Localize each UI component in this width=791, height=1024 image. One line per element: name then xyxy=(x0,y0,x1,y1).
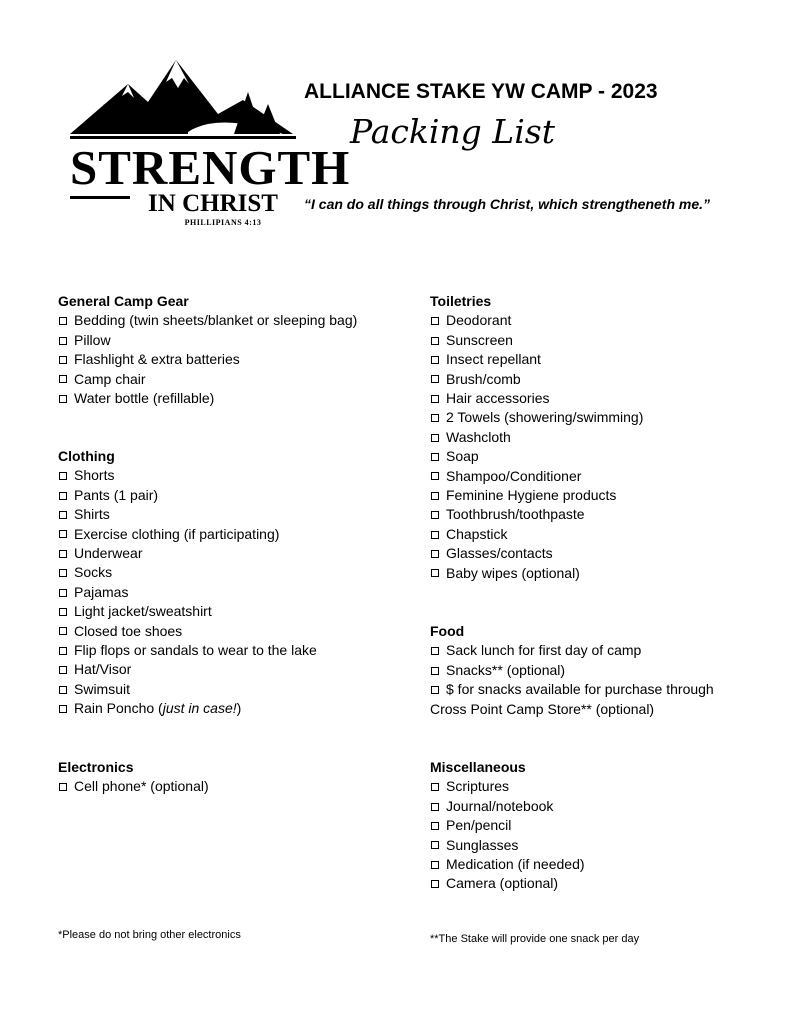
section-heading: General Camp Gear xyxy=(58,293,189,309)
checklist-item xyxy=(430,680,714,699)
logo-word: STRENGTH xyxy=(70,140,351,195)
checkbox-icon[interactable] xyxy=(59,375,67,383)
checklist-item xyxy=(58,350,357,369)
checklist-item xyxy=(58,699,317,718)
clothing-section xyxy=(58,447,317,719)
checklist-item xyxy=(58,777,209,796)
item-label: Bedding (twin sheets/blanket or sleeping bag) xyxy=(74,312,358,329)
checkbox-icon[interactable] xyxy=(59,666,67,674)
checklist-item xyxy=(430,661,714,680)
snack-footnote: **The Stake will provide one snack per day xyxy=(430,933,640,945)
checkbox-icon[interactable] xyxy=(431,472,439,480)
checklist-item xyxy=(430,467,643,486)
checkbox-icon[interactable] xyxy=(59,705,67,713)
checklist-item xyxy=(430,797,585,816)
general-camp-gear-section xyxy=(58,292,357,408)
checkbox-icon[interactable] xyxy=(431,395,439,403)
checklist-item xyxy=(430,855,585,874)
checklist-item xyxy=(430,428,643,447)
checkbox-icon[interactable] xyxy=(431,686,439,694)
section-heading: Clothing xyxy=(58,448,115,464)
item-label: Exercise clothing (if participating) xyxy=(74,525,280,542)
toiletries-section xyxy=(430,292,643,583)
item-label: Pajamas xyxy=(74,583,129,600)
item-label: Underwear xyxy=(74,545,143,562)
checklist-item xyxy=(430,486,643,505)
item-label: Hat/Visor xyxy=(74,661,132,678)
checklist-item xyxy=(58,563,317,582)
checkbox-icon[interactable] xyxy=(59,395,67,403)
electronics-footnote: *Please do not bring other electronics xyxy=(58,929,241,941)
checkbox-icon[interactable] xyxy=(431,822,439,830)
checklist-item xyxy=(58,466,317,485)
section-heading: Food xyxy=(430,623,465,639)
logo-divider xyxy=(70,196,130,199)
scripture-quote: “I can do all things through Christ, which strengtheneth me.” xyxy=(304,196,711,212)
checkbox-icon[interactable] xyxy=(431,453,439,461)
checkbox-icon[interactable] xyxy=(59,337,67,345)
checkbox-icon[interactable] xyxy=(59,317,67,325)
item-label: $ for snacks available for purchase through xyxy=(446,681,714,698)
checkbox-icon[interactable] xyxy=(59,783,67,791)
checkbox-icon[interactable] xyxy=(59,686,67,694)
checkbox-icon[interactable] xyxy=(59,530,67,538)
checkbox-icon[interactable] xyxy=(59,569,67,577)
checkbox-icon[interactable] xyxy=(59,608,67,616)
logo-subtitle: IN CHRIST xyxy=(148,190,278,217)
item-label: Pillow xyxy=(74,331,111,348)
electronics-section xyxy=(58,758,209,797)
item-label: Snacks** (optional) xyxy=(446,661,566,678)
checklist-item xyxy=(430,408,643,427)
item-label: Deodorant xyxy=(446,312,512,329)
checklist-item xyxy=(430,505,643,524)
checkbox-icon[interactable] xyxy=(431,861,439,869)
item-label: Washcloth xyxy=(446,428,511,445)
item-label: Pen/pencil xyxy=(446,817,512,834)
checklist-item xyxy=(430,525,643,544)
item-label: Light jacket/sweatshirt xyxy=(74,603,212,620)
checklist-item xyxy=(58,311,357,330)
mountain-icon xyxy=(68,52,298,142)
checklist-item xyxy=(58,602,317,621)
page-subtitle: Packing List xyxy=(350,112,555,151)
checkbox-icon[interactable] xyxy=(431,375,439,383)
checkbox-icon[interactable] xyxy=(59,511,67,519)
checklist-item xyxy=(430,311,643,330)
item-label: 2 Towels (showering/swimming) xyxy=(446,409,644,426)
checkbox-icon[interactable] xyxy=(431,434,439,442)
checklist-item xyxy=(430,564,643,583)
logo-reference: PHILLIPIANS 4:13 xyxy=(184,218,262,227)
item-label: Glasses/contacts xyxy=(446,545,553,562)
section-heading: Miscellaneous xyxy=(430,759,526,775)
item-label: Hair accessories xyxy=(446,390,550,407)
item-label: Sunscreen xyxy=(446,331,513,348)
checkbox-icon[interactable] xyxy=(431,550,439,558)
checkbox-icon[interactable] xyxy=(431,531,439,539)
checklist-item xyxy=(430,816,585,835)
item-label: Chapstick xyxy=(446,525,508,542)
checkbox-icon[interactable] xyxy=(59,356,67,364)
checklist-item xyxy=(58,370,357,389)
checkbox-icon[interactable] xyxy=(431,667,439,675)
checklist-item xyxy=(430,836,585,855)
item-label: Baby wipes (optional) xyxy=(446,564,580,581)
checkbox-icon[interactable] xyxy=(431,783,439,791)
item-label: Brush/comb xyxy=(446,370,521,387)
checklist-item xyxy=(58,544,317,563)
page-title: ALLIANCE STAKE YW CAMP - 2023 xyxy=(304,80,658,103)
checklist-item xyxy=(58,680,317,699)
item-label: Rain Poncho (just in case!) xyxy=(74,700,242,717)
checkbox-icon[interactable] xyxy=(431,803,439,811)
section-heading: Electronics xyxy=(58,759,134,775)
checkbox-icon[interactable] xyxy=(59,472,67,480)
checkbox-icon[interactable] xyxy=(59,627,67,635)
item-label: Camp chair xyxy=(74,370,146,387)
checklist-item xyxy=(58,505,317,524)
item-label: Socks xyxy=(74,564,113,581)
item-label: Feminine Hygiene products xyxy=(446,487,617,504)
item-label: Closed toe shoes xyxy=(74,622,183,639)
checkbox-icon[interactable] xyxy=(431,511,439,519)
checklist-item xyxy=(58,486,317,505)
checklist-item xyxy=(430,370,643,389)
checkbox-icon[interactable] xyxy=(431,337,439,345)
item-label: Pants (1 pair) xyxy=(74,486,159,503)
checklist-item xyxy=(58,525,317,544)
item-continuation: Cross Point Camp Store** (optional) xyxy=(430,700,655,717)
item-label: Medication (if needed) xyxy=(446,856,585,873)
checkbox-icon[interactable] xyxy=(59,492,67,500)
checkbox-icon[interactable] xyxy=(431,414,439,422)
item-label: Shorts xyxy=(74,467,115,484)
checkbox-icon[interactable] xyxy=(431,647,439,655)
checkbox-icon[interactable] xyxy=(431,492,439,500)
checklist-item xyxy=(430,447,643,466)
section-heading: Toiletries xyxy=(430,293,492,309)
item-label: Soap xyxy=(446,448,479,465)
checklist-item xyxy=(58,622,317,641)
checklist-item xyxy=(430,389,643,408)
item-label: Cell phone* (optional) xyxy=(74,778,209,795)
item-label: Flip flops or sandals to wear to the lake xyxy=(74,642,317,659)
item-label: Journal/notebook xyxy=(446,797,554,814)
checklist-item xyxy=(58,660,317,679)
item-label: Water bottle (refillable) xyxy=(74,390,215,407)
checklist-item xyxy=(430,777,585,796)
checkbox-icon[interactable] xyxy=(431,841,439,849)
checkbox-icon[interactable] xyxy=(431,356,439,364)
checklist-item xyxy=(430,331,643,350)
item-label: Sack lunch for first day of camp xyxy=(446,642,642,659)
checkbox-icon[interactable] xyxy=(59,647,67,655)
checkbox-icon[interactable] xyxy=(59,550,67,558)
checklist-item xyxy=(430,350,643,369)
checklist-item xyxy=(430,874,585,893)
miscellaneous-section xyxy=(430,758,585,894)
checklist-item xyxy=(58,641,317,660)
item-label: Camera (optional) xyxy=(446,875,559,892)
item-label: Swimsuit xyxy=(74,680,131,697)
checkbox-icon[interactable] xyxy=(431,569,439,577)
item-label: Toothbrush/toothpaste xyxy=(446,506,585,523)
item-label: Sunglasses xyxy=(446,836,519,853)
item-label: Shampoo/Conditioner xyxy=(446,467,582,484)
item-label: Flashlight & extra batteries xyxy=(74,351,240,368)
checklist-item xyxy=(430,544,643,563)
strength-in-christ-logo xyxy=(68,52,351,237)
checklist-item xyxy=(58,583,317,602)
checklist-item xyxy=(430,641,714,660)
item-label: Shirts xyxy=(74,506,110,523)
item-label: Insect repellant xyxy=(446,351,541,368)
item-label: Scriptures xyxy=(446,778,510,795)
checkbox-icon[interactable] xyxy=(59,589,67,597)
food-section xyxy=(430,622,714,719)
checklist-item xyxy=(58,389,357,408)
checkbox-icon[interactable] xyxy=(431,317,439,325)
checkbox-icon[interactable] xyxy=(431,880,439,888)
checklist-item xyxy=(58,331,357,350)
